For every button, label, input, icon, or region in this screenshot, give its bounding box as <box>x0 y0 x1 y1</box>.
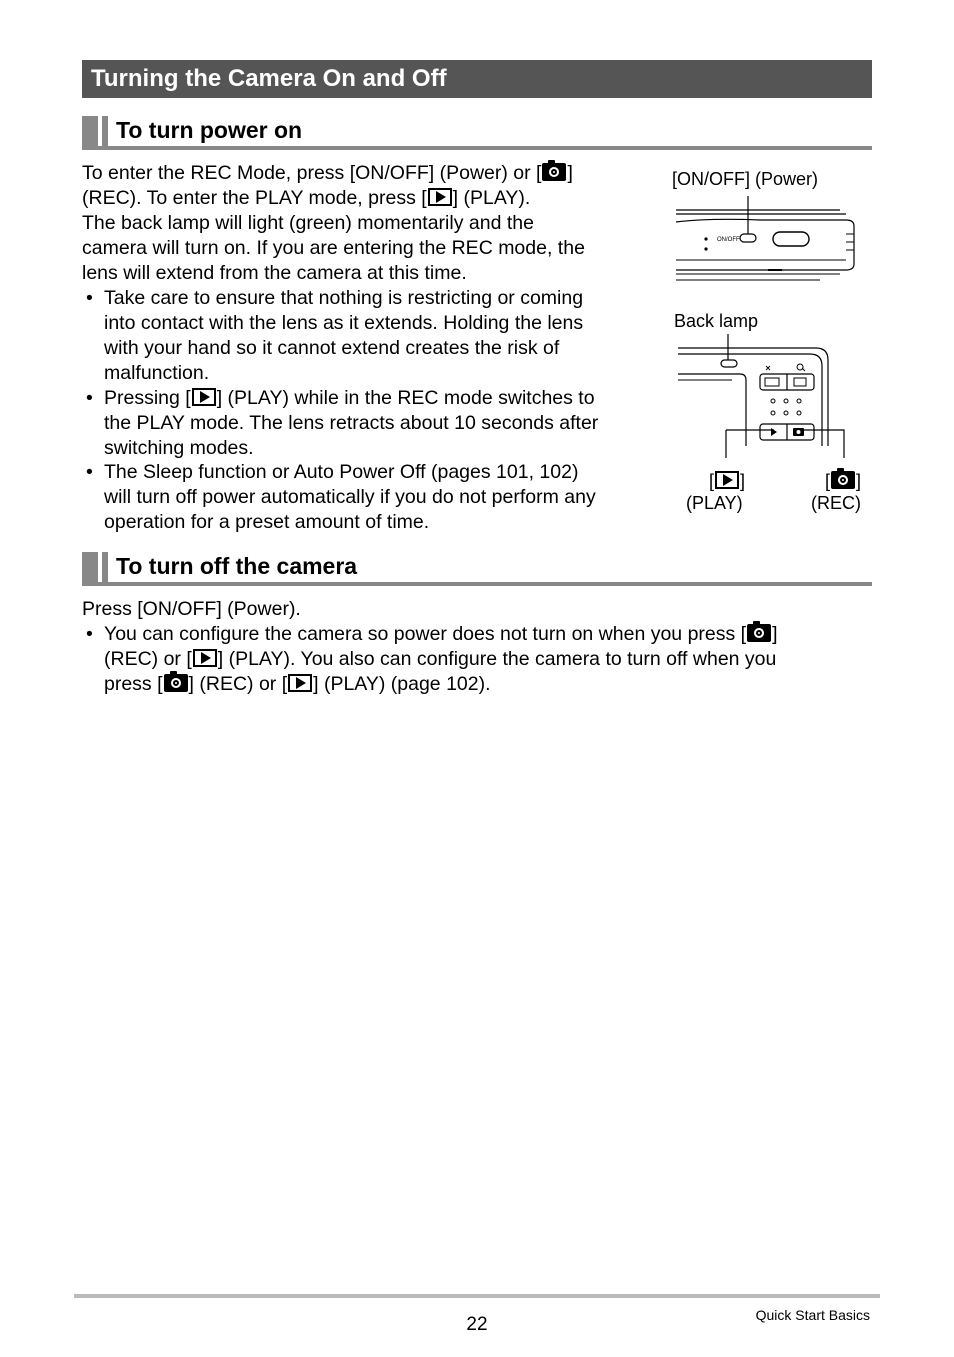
camera-icon <box>542 163 566 181</box>
heading-marker <box>102 552 108 582</box>
camera-icon <box>747 624 771 642</box>
power-button-label: [ON/OFF] (Power) <box>672 169 819 189</box>
bullet-line: You can configure the camera so power does not turn on when you press [ ] <box>104 623 778 645</box>
section-heading-text: To turn power on <box>116 117 303 143</box>
bullet-dot: • <box>86 387 93 409</box>
play-icon <box>428 188 452 206</box>
bullet-line: the PLAY mode. The lens retracts about 10 seconds after <box>104 412 599 434</box>
play-caption: (PLAY) <box>686 493 743 513</box>
heading-marker <box>82 552 98 582</box>
bullet-line: Take care to ensure that nothing is restricting or coming <box>104 287 584 309</box>
play-icon <box>192 388 216 406</box>
play-icon <box>715 471 739 489</box>
section-heading-power-on <box>82 112 872 150</box>
bullet-dot: • <box>86 461 93 483</box>
bullet-line: will turn off power automatically if you do not perform any <box>104 486 596 508</box>
bullet-dot: • <box>86 287 93 309</box>
bullet-line: with your hand so it cannot extend creates the risk of <box>104 337 560 359</box>
bullet-line: The Sleep function or Auto Power Off (pages 101, 102) <box>104 461 579 483</box>
camera-back-illustration <box>670 330 860 460</box>
bullet-line: press [ ] (REC) or [ ] (PLAY) (page 102). <box>104 673 491 695</box>
paragraph-line: Press [ON/OFF] (Power). <box>82 598 301 620</box>
bullet-line: into contact with the lens as it extends. Holding the lens <box>104 312 584 334</box>
camera-top-illustration <box>670 190 860 290</box>
heading-marker <box>102 116 108 146</box>
play-button-label: [ ] <box>709 471 746 491</box>
bullet-line: Pressing [ ] (PLAY) while in the REC mode switches to <box>104 387 595 409</box>
bullet-line: switching modes. <box>104 437 254 459</box>
paragraph-line: lens will extend from the camera at this time. <box>82 262 467 284</box>
footer-divider <box>74 1294 880 1298</box>
page-title <box>82 60 872 98</box>
page-number: 22 <box>466 1314 488 1335</box>
back-lamp-label: Back lamp <box>674 311 759 331</box>
page-title-text: Turning the Camera On and Off <box>91 65 447 92</box>
list-item <box>86 622 778 697</box>
play-icon <box>288 674 312 692</box>
power-button-text: ON/OFF <box>717 237 740 243</box>
rec-caption: (REC) <box>811 493 861 513</box>
bullet-line: malfunction. <box>104 362 210 384</box>
section-heading-text: To turn off the camera <box>116 553 358 579</box>
rec-button-label: [ ] <box>825 471 862 491</box>
footer-section-name: Quick Start Basics <box>755 1307 870 1323</box>
camera-icon <box>831 471 855 489</box>
paragraph-line: The back lamp will light (green) momentarily and the <box>82 212 534 234</box>
camera-icon <box>164 674 188 692</box>
bullet-line: operation for a preset amount of time. <box>104 511 430 533</box>
heading-marker <box>82 116 98 146</box>
bullet-dot: • <box>86 623 93 645</box>
play-icon <box>193 649 217 667</box>
list-item <box>86 386 599 461</box>
list-item <box>86 460 596 535</box>
list-item <box>86 286 584 386</box>
paragraph-line: (REC). To enter the PLAY mode, press [ ] (PLAY). <box>82 187 531 209</box>
section-heading-power-off <box>82 548 872 586</box>
paragraph-line: camera will turn on. If you are entering the REC mode, the <box>82 237 585 259</box>
paragraph-line: To enter the REC Mode, press [ON/OFF] (Power) or [ ] <box>82 162 573 184</box>
bullet-line: (REC) or [ ] (PLAY). You also can configure the camera to turn off when you <box>104 648 777 670</box>
